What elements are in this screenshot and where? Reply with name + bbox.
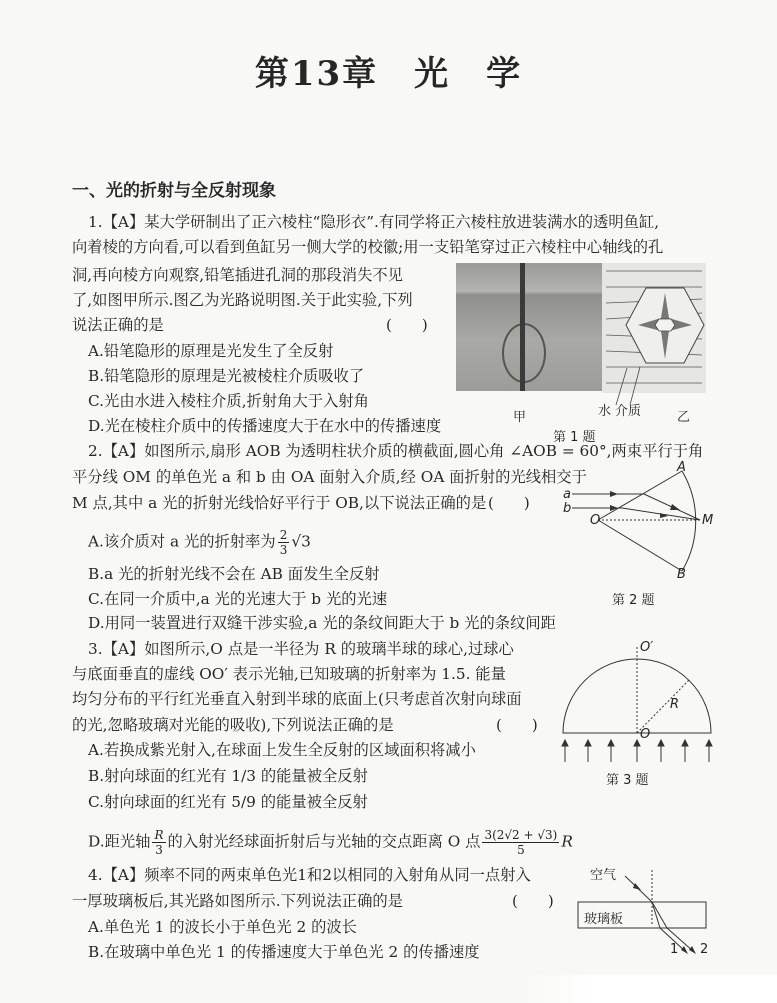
q3-caption: 第 3 题 xyxy=(606,773,649,788)
section-title: 一、光的折射与全反射现象 xyxy=(72,181,276,201)
q1-answer-blank: ( ) xyxy=(386,316,428,334)
q1-option-d: D.光在棱柱介质中的传播速度大于在水中的传播速度 xyxy=(88,417,442,435)
denominator: 3 xyxy=(279,543,288,557)
q1-stem-line: 说法正确的是 xyxy=(72,316,164,334)
q3-stem-line: 与底面垂直的虚线 OO′ 表示光轴,已知玻璃的折射率为 1.5. 能量 xyxy=(72,665,506,683)
q1-photo xyxy=(456,263,602,391)
q2-answer-blank: ( ) xyxy=(488,494,530,512)
q3-option-d-prefix: D.距光轴 xyxy=(88,832,151,851)
q2-stem-line: 平分线 OM 的单色光 a 和 b 由 OA 面射入介质,经 OA 面折射的光线相交于 xyxy=(72,468,587,486)
q2-stem-line: M 点,其中 a 光的折射光线恰好平行于 OB,以下说法正确的是 xyxy=(72,494,487,512)
fraction xyxy=(278,528,290,557)
q3-label-O-prime: O′ xyxy=(640,640,654,655)
q3-option-d-suffix: R xyxy=(561,832,573,851)
denominator: 3 xyxy=(155,843,163,857)
numerator: R xyxy=(154,828,164,842)
q2-option-d: D.用同一装置进行双缝干涉实验,a 光的条纹间距大于 b 光的条纹间距 xyxy=(88,614,556,632)
q3-stem-line: 3.【A】如图所示,O 点是一半径为 R 的玻璃半球的球心,过球心 xyxy=(88,640,514,658)
q1-stem-line: 了,如图甲所示.图乙为光路说明图.关于此实验,下列 xyxy=(72,291,413,309)
q2-option-b: B.a 光的折射光线不会在 AB 面发生全反射 xyxy=(88,565,380,583)
q2-label-b: b xyxy=(563,501,572,516)
q2-option-c: C.在同一介质中,a 光的光速大于 b 光的光速 xyxy=(88,590,388,608)
q3-label-O: O xyxy=(640,727,651,742)
q1-label-jia: 甲 xyxy=(513,410,527,425)
fraction xyxy=(482,828,559,857)
q1-caption: 第 1 题 xyxy=(553,430,596,445)
q4-label-air: 空气 xyxy=(590,868,617,883)
q3-option-d xyxy=(88,828,573,857)
q3-option-c: C.射向球面的红光有 5/9 的能量被全反射 xyxy=(88,793,368,811)
q3-hemisphere-diagram xyxy=(560,640,720,765)
q2-label-B: B xyxy=(677,567,686,582)
q3-option-d-middle: 的入射光经球面折射后与光轴的交点距离 O 点 xyxy=(167,832,481,851)
fraction xyxy=(152,828,165,857)
q3-option-b: B.射向球面的红光有 1/3 的能量被全反射 xyxy=(88,767,368,785)
q2-label-A: A xyxy=(677,460,686,475)
q2-stem-line: 2.【A】如图所示,扇形 AOB 为透明柱状介质的横截面,圆心角 ∠AOB = 60°,两束平行于角 xyxy=(88,442,704,460)
q3-option-a: A.若换成紫光射入,在球面上发生全反射的区域面积将减小 xyxy=(88,741,476,759)
incident-arrows xyxy=(562,740,712,762)
q2-option-a-prefix: A.该介质对 a 光的折射率为 xyxy=(88,532,276,551)
q2-label-O: O xyxy=(590,513,601,528)
q1-stem-line: 向着棱的方向看,可以看到鱼缸另一侧大学的校徽;用一支铅笔穿过正六棱柱中心轴线的孔 xyxy=(72,238,664,256)
q4-option-b: B.在玻璃中单色光 1 的传播速度大于单色光 2 的传播速度 xyxy=(88,943,480,961)
q4-label-ray1: 1 xyxy=(670,942,679,957)
sqrt-term: √3 xyxy=(291,532,311,551)
q1-option-a: A.铅笔隐形的原理是光发生了全反射 xyxy=(88,342,334,360)
q1-label-medium: 介质 xyxy=(615,404,642,419)
q2-caption: 第 2 题 xyxy=(612,593,655,608)
q1-ray-diagram xyxy=(602,263,706,393)
numerator: 2 xyxy=(279,528,288,542)
q1-stem-line: 1.【A】某大学研制出了正六棱柱“隐形衣”.有同学将正六棱柱放进装满水的透明鱼缸, xyxy=(88,213,660,231)
q1-label-water: 水 xyxy=(598,404,612,419)
denominator: 5 xyxy=(517,843,525,857)
pencil-shape xyxy=(520,263,525,391)
chapter-title: 第13章 光 学 xyxy=(254,54,523,94)
q2-sector-diagram xyxy=(560,460,720,590)
q4-label-ray2: 2 xyxy=(700,942,709,957)
q1-stem-line: 洞,再向棱方向观察,铅笔插进孔洞的那段消失不见 xyxy=(72,266,403,284)
q3-label-R: R xyxy=(670,697,680,712)
q4-stem-line: 一厚玻璃板后,其光路如图所示.下列说法正确的是 xyxy=(72,892,403,910)
q2-label-M: M xyxy=(702,513,714,528)
q3-answer-blank: ( ) xyxy=(496,716,538,734)
q1-label-yi: 乙 xyxy=(677,410,691,425)
q4-option-a: A.单色光 1 的波长小于单色光 2 的波长 xyxy=(88,918,357,936)
scan-overexposure xyxy=(520,975,777,1003)
q4-answer-blank: ( ) xyxy=(512,892,554,910)
q1-option-b: B.铅笔隐形的原理是光被棱柱介质吸收了 xyxy=(88,367,365,385)
numerator: 3(2√2 + √3) xyxy=(484,828,558,842)
q3-stem-line: 均匀分布的平行红光垂直入射到半球的底面上(只考虑首次射向球面 xyxy=(72,690,522,708)
q1-option-c: C.光由水进入棱柱介质,折射角大于入射角 xyxy=(88,392,369,410)
q4-stem-line: 4.【A】频率不同的两束单色光1和2以相同的入射角从同一点射入 xyxy=(88,866,531,884)
q4-label-glass: 玻璃板 xyxy=(584,912,624,927)
q3-stem-line: 的光,忽略玻璃对光能的吸收),下列说法正确的是 xyxy=(72,716,394,734)
q2-label-a: a xyxy=(563,487,571,502)
q2-option-a xyxy=(88,528,311,557)
